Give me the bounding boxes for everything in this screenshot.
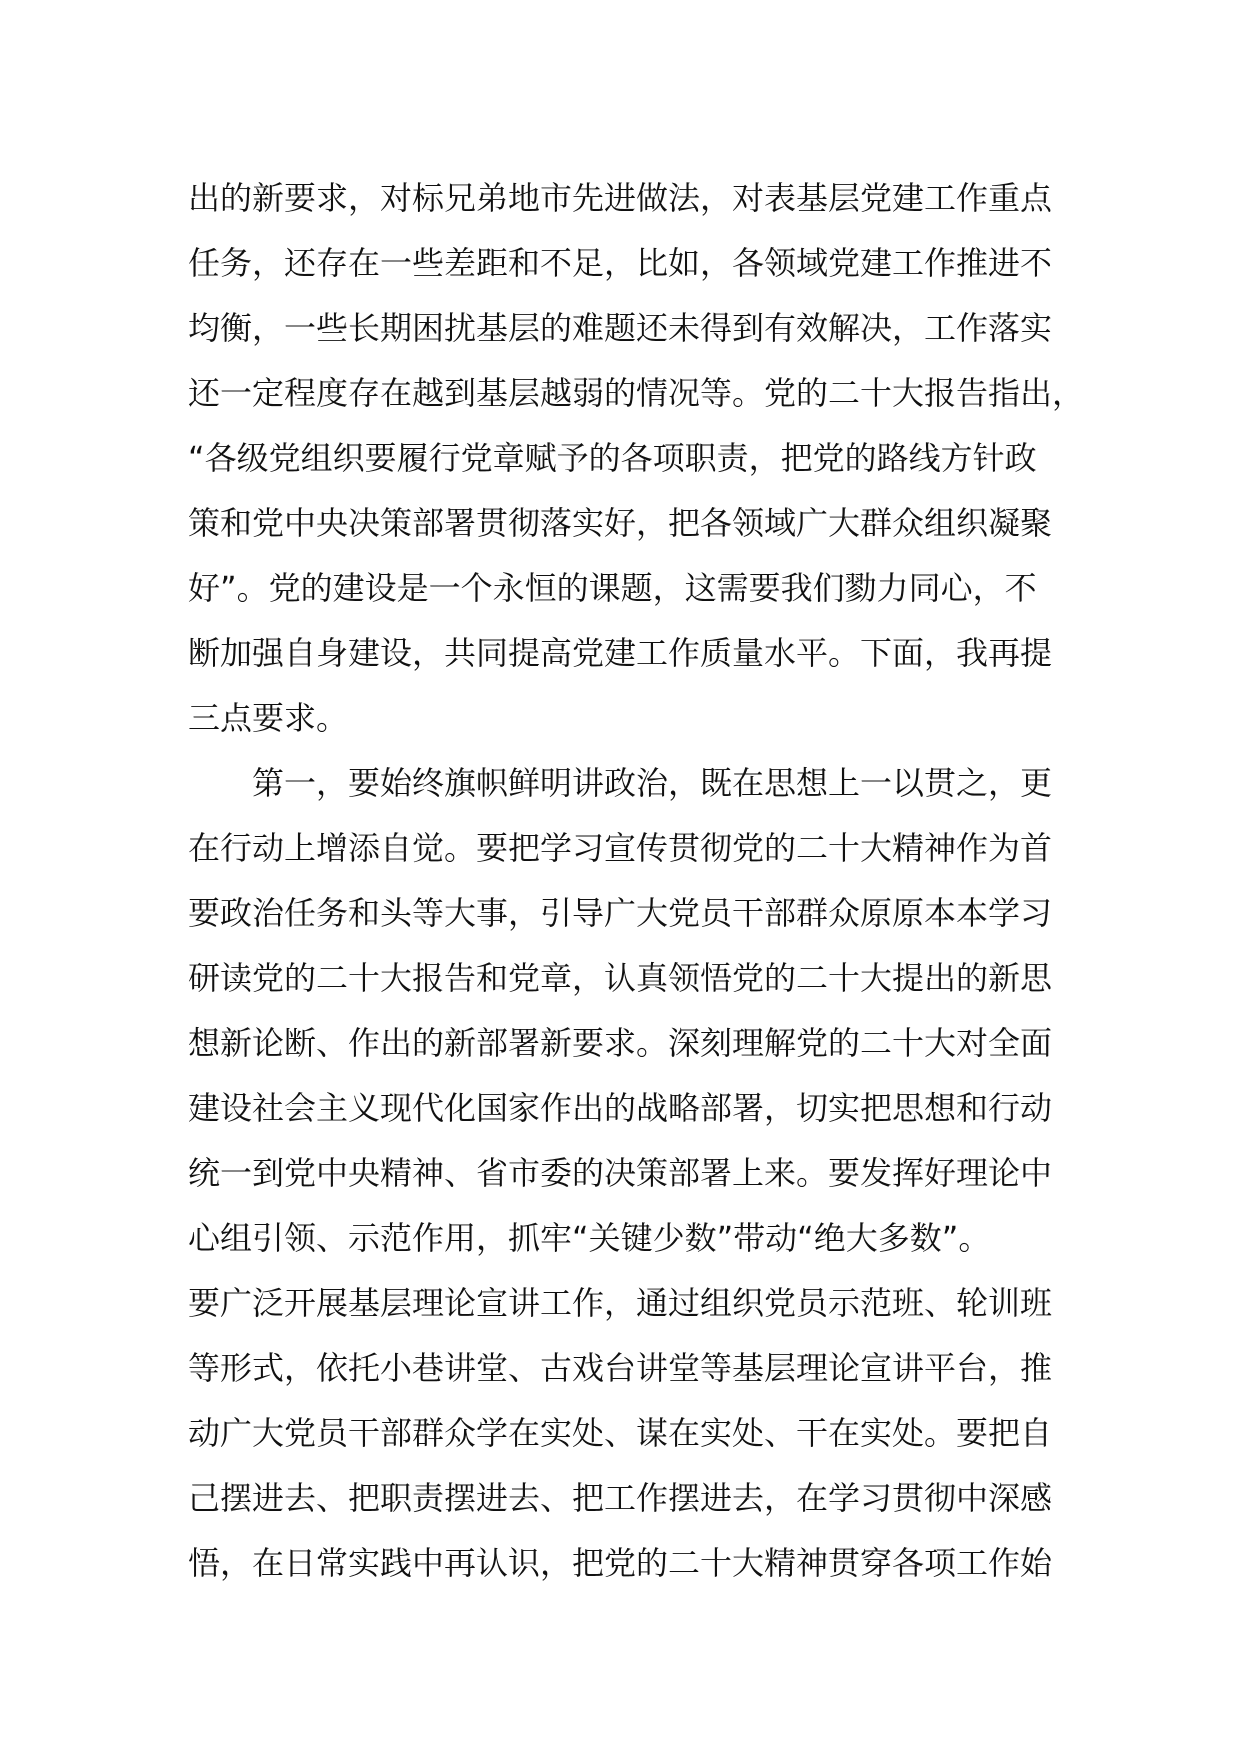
paragraph-intro: [188, 166, 1088, 751]
text-line: 三点要求。: [188, 699, 349, 737]
text-line: 策和党中央决策部署贯彻落实好，把各领域广大群众组织凝聚: [188, 504, 1053, 542]
text-line: 悟，在日常实践中再认识，把党的二十大精神贯穿各项工作始: [188, 1544, 1053, 1582]
text-line: 统一到党中央精神、省市委的决策部署上来。要发挥好理论中: [188, 1154, 1053, 1192]
document-page: [188, 166, 1088, 1596]
text-line: “各级党组织要履行党章赋予的各项职责，把党的路线方针政: [188, 439, 1037, 477]
text-line: 动广大党员干部群众学在实处、谋在实处、干在实处。要把自: [188, 1414, 1053, 1452]
text-line: 在行动上增添自觉。要把学习宣传贯彻党的二十大精神作为首: [188, 829, 1053, 867]
text-line: 要政治任务和头等大事，引导广大党员干部群众原原本本学习: [188, 894, 1053, 932]
text-line: 任务，还存在一些差距和不足，比如，各领域党建工作推进不: [188, 244, 1053, 282]
text-line: 想新论断、作出的新部署新要求。深刻理解党的二十大对全面: [188, 1024, 1053, 1062]
text-line: 均衡，一些长期困扰基层的难题还未得到有效解决，工作落实: [188, 309, 1053, 347]
text-line: 要广泛开展基层理论宣讲工作，通过组织党员示范班、轮训班: [188, 1284, 1053, 1322]
text-line: 出的新要求，对标兄弟地市先进做法，对表基层党建工作重点: [188, 179, 1053, 217]
text-line: 好”。党的建设是一个永恒的课题，这需要我们勠力同心，不: [188, 569, 1037, 607]
paragraph-first-requirement: [188, 751, 1088, 1596]
text-line: 还一定程度存在越到基层越弱的情况等。党的二十大报告指出，: [188, 374, 1085, 412]
text-line: 心组引领、示范作用，抓牢“关键少数”带动“绝大多数”。: [188, 1219, 991, 1257]
text-line-indented: 第一，要始终旗帜鲜明讲政治，既在思想上一以贯之，更: [252, 764, 1053, 802]
text-line: 断加强自身建设，共同提高党建工作质量水平。下面，我再提: [188, 634, 1053, 672]
text-line: 建设社会主义现代化国家作出的战略部署，切实把思想和行动: [188, 1089, 1053, 1127]
text-line: 等形式，依托小巷讲堂、古戏台讲堂等基层理论宣讲平台，推: [188, 1349, 1053, 1387]
text-line: 己摆进去、把职责摆进去、把工作摆进去，在学习贯彻中深感: [188, 1479, 1053, 1517]
text-line: 研读党的二十大报告和党章，认真领悟党的二十大提出的新思: [188, 959, 1053, 997]
